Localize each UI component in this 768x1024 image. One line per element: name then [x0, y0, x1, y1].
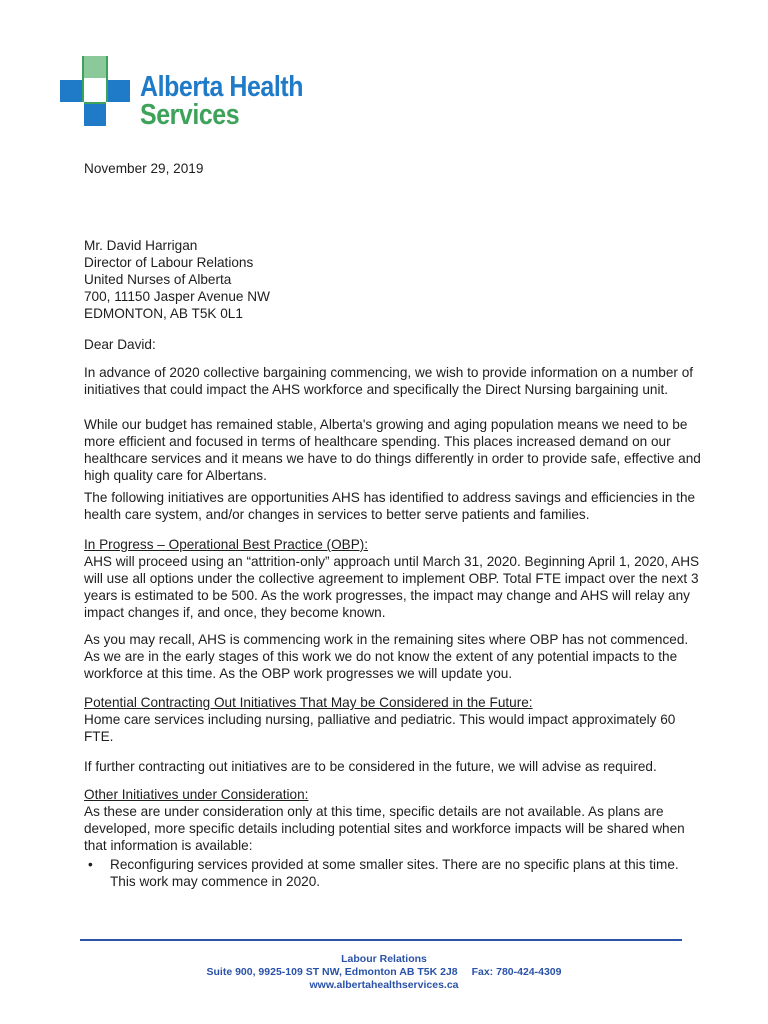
other-text: As these are under consideration only at this time, specific details are not available. As plans are developed, more specific details including potential sites and workforce impacts will be shared when that information is available: — [84, 804, 685, 853]
footer — [0, 953, 768, 992]
obp-heading: In Progress – Operational Best Practice (OBP): — [84, 537, 369, 552]
ahs-logo — [60, 56, 310, 130]
contracting-followup: If further contracting out initiatives are to be considered in the future, we will advise as required. — [84, 759, 657, 774]
footer-divider — [80, 939, 682, 941]
other-heading: Other Initiatives under Consideration: — [84, 787, 309, 802]
footer-website-link[interactable]: www.albertahealthservices.ca — [309, 979, 459, 991]
footer-contact-row — [0, 966, 768, 979]
footer-department: Labour Relations — [341, 953, 427, 965]
paragraph-budget: While our budget has remained stable, Alberta's growing and aging population means we need to be more efficient and focused in terms of healthcare spending. This places increased demand on our healthcare services and it means we have to do things differently in order to provide safe, effective and high quality care for Albertans. — [84, 417, 701, 483]
obp-text: AHS will proceed using an “attrition-only” approach until March 31, 2020. Beginning April 1, 2020, AHS will use all options under the collective agreement to implement OBP. Total FTE impact over the next 3 years is estimated to be 500. As the work progresses, the impact may change and AHS will relay any impact changes if, and once, they become known. — [84, 554, 700, 620]
paragraph-initiatives: The following initiatives are opportunities AHS has identified to address savings and efficiencies in the health care system, and/or changes in services to better serve patients and families. — [84, 490, 696, 522]
recipient-title: Director of Labour Relations — [84, 255, 254, 270]
recipient-street: 700, 11150 Jasper Avenue NW — [84, 289, 270, 304]
recipient-organization: United Nurses of Alberta — [84, 272, 232, 287]
bullet-text: Reconfiguring services provided at some smaller sites. There are no specific plans at this time. This work may commence in 2020. — [110, 857, 679, 889]
section-other — [84, 786, 704, 890]
logo-text-line2: Services — [140, 99, 240, 131]
list-item — [84, 856, 704, 890]
recipient-address — [84, 237, 704, 322]
logo-wordmark — [140, 73, 330, 129]
recipient-name: Mr. David Harrigan — [84, 238, 198, 253]
section-obp — [84, 536, 704, 621]
letter-date: November 29, 2019 — [84, 161, 204, 176]
section-contracting — [84, 694, 704, 745]
logo-text-line1: Alberta Health — [140, 71, 304, 103]
ahs-cross-logo-icon — [60, 56, 132, 128]
contracting-heading: Potential Contracting Out Initiatives That May be Considered in the Future: — [84, 695, 533, 710]
contracting-text: Home care services including nursing, palliative and pediatric. This would impact approximately 60 FTE. — [84, 712, 676, 744]
paragraph-intro: In advance of 2020 collective bargaining commencing, we wish to provide information on a number of initiatives that could impact the AHS workforce and specifically the Direct Nursing bargaining unit. — [84, 365, 694, 397]
bullet-icon: • — [88, 857, 93, 872]
footer-address: Suite 900, 9925-109 ST NW, Edmonton AB T5K 2J8 — [206, 966, 458, 978]
obp-followup: As you may recall, AHS is commencing work in the remaining sites where OBP has not commenced. As we are in the early stages of this work we do not know the extent of any potential impacts to the workforce at this time. As the OBP work progresses we will update you. — [84, 632, 689, 681]
recipient-city: EDMONTON, AB T5K 0L1 — [84, 306, 243, 321]
salutation: Dear David: — [84, 337, 156, 352]
footer-fax: Fax: 780-424-4309 — [471, 966, 562, 978]
